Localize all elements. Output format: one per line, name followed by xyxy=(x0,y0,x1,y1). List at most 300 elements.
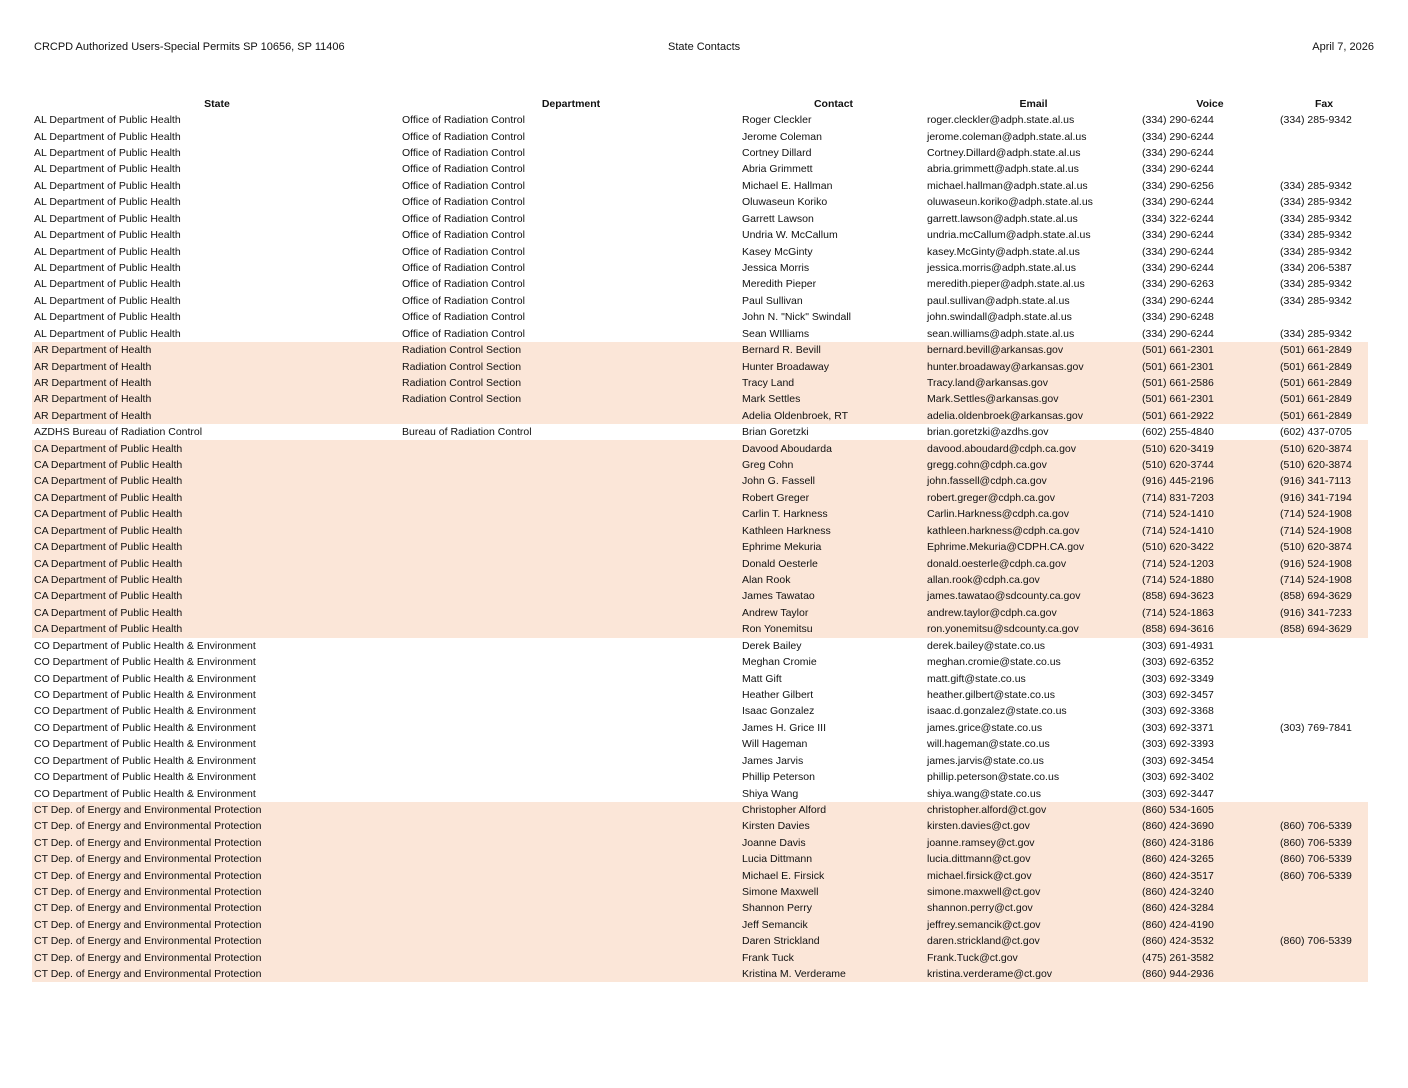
fax-cell: (714) 524-1908 xyxy=(1278,523,1368,539)
email-cell: phillip.peterson@state.co.us xyxy=(927,771,1060,784)
department-cell xyxy=(400,670,740,686)
fax-cell: (334) 285-9342 xyxy=(1280,278,1352,291)
contact-cell: Ephrime Mekuria xyxy=(740,539,925,555)
fax-cell: (916) 524-1908 xyxy=(1278,555,1368,571)
voice-cell: (860) 424-3265 xyxy=(1140,851,1278,867)
state-cell: CA Department of Public Health xyxy=(32,523,400,539)
department-cell: Radiation Control Section xyxy=(400,342,740,358)
contact-cell: Ron Yonemitsu xyxy=(740,621,925,637)
department-cell: Office of Radiation Control xyxy=(402,294,525,307)
column-header-contact: Contact xyxy=(813,98,854,110)
voice-cell: (303) 691-4931 xyxy=(1142,639,1214,652)
voice-cell: (334) 290-6244 xyxy=(1142,114,1214,127)
voice-cell: (334) 290-6244 xyxy=(1142,196,1214,209)
document-title: CRCPD Authorized Users-Special Permits SP 10656, SP 11406 xyxy=(34,41,345,53)
voice-cell: (602) 255-4840 xyxy=(1142,426,1214,439)
state-cell: CO Department of Public Health & Environment xyxy=(34,639,256,652)
department-cell: Radiation Control Section xyxy=(400,358,740,374)
contact-cell: Isaac Gonzalez xyxy=(742,705,815,718)
table-row xyxy=(32,227,1368,243)
department-cell xyxy=(400,506,740,522)
state-cell: AL Department of Public Health xyxy=(34,114,181,127)
table-row xyxy=(32,818,1368,834)
contact-cell: Jeff Semancik xyxy=(740,917,925,933)
state-cell: CA Department of Public Health xyxy=(32,572,400,588)
contact-cell: Lucia Dittmann xyxy=(740,851,925,867)
contact-cell: Jerome Coleman xyxy=(742,130,822,143)
table-row xyxy=(32,473,1368,489)
fax-cell xyxy=(1278,802,1368,818)
department-cell xyxy=(400,900,740,916)
email-cell: brian.goretzki@azdhs.gov xyxy=(927,426,1049,439)
table-row xyxy=(32,654,1368,670)
voice-cell: (303) 692-3368 xyxy=(1142,705,1214,718)
state-cell: CT Dep. of Energy and Environmental Protection xyxy=(32,884,400,900)
state-cell: AR Department of Health xyxy=(32,391,400,407)
voice-cell: (860) 424-3517 xyxy=(1140,867,1278,883)
voice-cell: (714) 524-1410 xyxy=(1140,523,1278,539)
state-cell: CO Department of Public Health & Environment xyxy=(34,705,256,718)
contact-cell: Donald Oesterle xyxy=(740,555,925,571)
contact-cell: Andrew Taylor xyxy=(740,605,925,621)
table-row xyxy=(32,457,1368,473)
state-cell: AR Department of Health xyxy=(32,375,400,391)
voice-cell: (501) 661-2301 xyxy=(1140,391,1278,407)
fax-cell: (334) 285-9342 xyxy=(1280,229,1352,242)
email-cell: bernard.bevill@arkansas.gov xyxy=(925,342,1140,358)
state-cell: AL Department of Public Health xyxy=(34,262,181,274)
department-cell xyxy=(400,621,740,637)
table-row xyxy=(32,211,1368,227)
state-cell: CT Dep. of Energy and Environmental Protection xyxy=(32,802,400,818)
fax-cell: (501) 661-2849 xyxy=(1278,342,1368,358)
column-header-department: Department xyxy=(541,98,601,110)
contact-cell: Christopher Alford xyxy=(740,802,925,818)
email-cell: Mark.Settles@arkansas.gov xyxy=(925,391,1140,407)
department-cell: Office of Radiation Control xyxy=(402,130,525,143)
department-cell xyxy=(400,933,740,949)
table-row xyxy=(32,276,1368,292)
contact-cell: Heather Gilbert xyxy=(742,688,814,701)
voice-cell: (334) 290-6248 xyxy=(1142,311,1214,324)
table-row xyxy=(32,752,1368,768)
email-cell: jeffrey.semancik@ct.gov xyxy=(925,917,1140,933)
voice-cell: (714) 831-7203 xyxy=(1140,490,1278,506)
contact-cell: Davood Aboudarda xyxy=(740,440,925,456)
email-cell: paul.sullivan@adph.state.al.us xyxy=(927,294,1070,307)
voice-cell: (303) 692-3393 xyxy=(1142,738,1214,751)
state-cell: CO Department of Public Health & Environment xyxy=(34,721,256,734)
state-cell: CA Department of Public Health xyxy=(32,588,400,604)
table-row xyxy=(32,917,1368,933)
department-cell xyxy=(400,950,740,966)
state-cell: AL Department of Public Health xyxy=(34,278,181,291)
voice-cell: (860) 424-3284 xyxy=(1140,900,1278,916)
email-cell: kirsten.davies@ct.gov xyxy=(925,818,1140,834)
state-cell: AR Department of Health xyxy=(32,342,400,358)
voice-cell: (334) 290-6244 xyxy=(1142,229,1214,242)
department-cell xyxy=(400,720,740,736)
contact-cell: Roger Cleckler xyxy=(742,114,812,127)
state-cell: CA Department of Public Health xyxy=(32,457,400,473)
contact-cell: Daren Strickland xyxy=(740,933,925,949)
fax-cell: (501) 661-2849 xyxy=(1278,358,1368,374)
contact-cell: Shannon Perry xyxy=(740,900,925,916)
email-cell: simone.maxwell@ct.gov xyxy=(925,884,1140,900)
fax-cell: (334) 285-9342 xyxy=(1280,294,1352,307)
email-cell: shiya.wang@state.co.us xyxy=(927,787,1041,800)
fax-cell xyxy=(1278,966,1368,982)
contact-cell: Brian Goretzki xyxy=(742,426,809,439)
table-row xyxy=(32,802,1368,818)
table-row xyxy=(32,555,1368,571)
email-cell: daren.strickland@ct.gov xyxy=(925,933,1140,949)
table-row xyxy=(32,112,1368,128)
fax-cell: (510) 620-3874 xyxy=(1278,539,1368,555)
state-cell: AL Department of Public Health xyxy=(34,130,181,143)
state-cell: AZDHS Bureau of Radiation Control xyxy=(34,426,203,439)
table-row xyxy=(32,490,1368,506)
state-cell: CT Dep. of Energy and Environmental Protection xyxy=(32,900,400,916)
contact-cell: Garrett Lawson xyxy=(742,212,814,225)
email-cell: Ephrime.Mekuria@CDPH.CA.gov xyxy=(925,539,1140,555)
state-cell: AL Department of Public Health xyxy=(34,327,181,340)
department-cell xyxy=(400,457,740,473)
state-cell: AL Department of Public Health xyxy=(34,311,181,324)
table-row xyxy=(32,933,1368,949)
fax-cell: (501) 661-2849 xyxy=(1278,391,1368,407)
state-cell: CO Department of Public Health & Environment xyxy=(34,787,256,800)
table-row xyxy=(32,506,1368,522)
table-row xyxy=(32,161,1368,177)
email-cell: will.hageman@state.co.us xyxy=(927,738,1050,751)
department-cell: Office of Radiation Control xyxy=(402,245,525,258)
email-cell: Tracy.land@arkansas.gov xyxy=(925,375,1140,391)
voice-cell: (510) 620-3419 xyxy=(1140,440,1278,456)
document-subtitle: State Contacts xyxy=(668,41,741,53)
state-cell: CA Department of Public Health xyxy=(32,490,400,506)
state-cell: CT Dep. of Energy and Environmental Protection xyxy=(32,917,400,933)
contact-cell: John N. "Nick" Swindall xyxy=(742,311,851,324)
email-cell: robert.greger@cdph.ca.gov xyxy=(925,490,1140,506)
department-cell: Office of Radiation Control xyxy=(402,311,525,324)
email-cell: lucia.dittmann@ct.gov xyxy=(925,851,1140,867)
department-cell xyxy=(400,802,740,818)
fax-cell xyxy=(1278,309,1368,325)
email-cell: james.tawatao@sdcounty.ca.gov xyxy=(925,588,1140,604)
table-row xyxy=(32,621,1368,637)
fax-cell xyxy=(1278,670,1368,686)
contact-cell: Alan Rook xyxy=(740,572,925,588)
state-cell: AL Department of Public Health xyxy=(34,147,181,160)
state-cell: AL Department of Public Health xyxy=(34,229,181,242)
email-cell: hunter.broadaway@arkansas.gov xyxy=(925,358,1140,374)
fax-cell: (858) 694-3629 xyxy=(1278,621,1368,637)
state-cell: AL Department of Public Health xyxy=(34,245,181,258)
table-row xyxy=(32,293,1368,309)
fax-cell: (334) 285-9342 xyxy=(1280,179,1352,192)
table-row xyxy=(32,375,1368,391)
department-cell xyxy=(400,605,740,621)
email-cell: kathleen.harkness@cdph.ca.gov xyxy=(925,523,1140,539)
table-row xyxy=(32,769,1368,785)
voice-cell: (714) 524-1410 xyxy=(1140,506,1278,522)
voice-cell: (714) 524-1203 xyxy=(1140,555,1278,571)
fax-cell: (860) 706-5339 xyxy=(1278,867,1368,883)
fax-cell xyxy=(1278,654,1368,670)
table-row xyxy=(32,539,1368,555)
email-cell: meghan.cromie@state.co.us xyxy=(927,656,1061,669)
contact-cell: Will Hageman xyxy=(742,738,808,751)
table-header-row xyxy=(32,96,1368,112)
state-cell: AL Department of Public Health xyxy=(34,179,181,192)
fax-cell: (501) 661-2849 xyxy=(1278,408,1368,424)
email-cell: joanne.ramsey@ct.gov xyxy=(925,835,1140,851)
department-cell xyxy=(400,440,740,456)
fax-cell xyxy=(1278,736,1368,752)
fax-cell: (303) 769-7841 xyxy=(1280,721,1352,734)
fax-cell xyxy=(1278,638,1368,654)
department-cell: Office of Radiation Control xyxy=(402,196,525,209)
department-cell xyxy=(400,818,740,834)
contact-cell: Mark Settles xyxy=(740,391,925,407)
voice-cell: (334) 290-6244 xyxy=(1142,294,1214,307)
department-cell xyxy=(400,785,740,801)
email-cell: donald.oesterle@cdph.ca.gov xyxy=(925,555,1140,571)
voice-cell: (334) 290-6244 xyxy=(1142,327,1214,340)
fax-cell xyxy=(1278,785,1368,801)
contact-cell: James Tawatao xyxy=(740,588,925,604)
fax-cell: (714) 524-1908 xyxy=(1278,572,1368,588)
fax-cell: (714) 524-1908 xyxy=(1278,506,1368,522)
contact-cell: Abria Grimmett xyxy=(742,163,813,176)
fax-cell xyxy=(1278,145,1368,161)
department-cell xyxy=(400,752,740,768)
fax-cell: (334) 285-9342 xyxy=(1280,114,1352,127)
state-cell: AR Department of Health xyxy=(32,408,400,424)
email-cell: andrew.taylor@cdph.ca.gov xyxy=(925,605,1140,621)
department-cell: Office of Radiation Control xyxy=(402,114,525,127)
fax-cell xyxy=(1278,687,1368,703)
contact-cell: Tracy Land xyxy=(740,375,925,391)
email-cell: meredith.pieper@adph.state.al.us xyxy=(927,278,1085,291)
voice-cell: (303) 692-3454 xyxy=(1142,754,1214,767)
voice-cell: (501) 661-2301 xyxy=(1140,342,1278,358)
email-cell: james.jarvis@state.co.us xyxy=(927,754,1044,767)
department-cell xyxy=(400,572,740,588)
email-cell: roger.cleckler@adph.state.al.us xyxy=(927,114,1075,127)
table-row xyxy=(32,605,1368,621)
contact-cell: Jessica Morris xyxy=(742,262,810,274)
department-cell: Office of Radiation Control xyxy=(402,212,525,225)
email-cell: abria.grimmett@adph.state.al.us xyxy=(927,163,1079,176)
fax-cell xyxy=(1278,769,1368,785)
fax-cell: (860) 706-5339 xyxy=(1278,818,1368,834)
contact-cell: Undria W. McCallum xyxy=(742,229,838,242)
email-cell: Frank.Tuck@ct.gov xyxy=(925,950,1140,966)
voice-cell: (303) 692-3457 xyxy=(1142,688,1214,701)
state-cell: CT Dep. of Energy and Environmental Protection xyxy=(32,818,400,834)
contact-cell: Kristina M. Verderame xyxy=(740,966,925,982)
email-cell: Cortney.Dillard@adph.state.al.us xyxy=(927,147,1081,160)
table-row xyxy=(32,588,1368,604)
department-cell: Office of Radiation Control xyxy=(402,179,525,192)
state-cell: CA Department of Public Health xyxy=(32,506,400,522)
contact-cell: Derek Bailey xyxy=(742,639,802,652)
column-header-fax: Fax xyxy=(1314,98,1334,110)
state-cell: CA Department of Public Health xyxy=(32,539,400,555)
contact-cell: Paul Sullivan xyxy=(742,294,803,307)
voice-cell: (860) 424-3240 xyxy=(1140,884,1278,900)
department-cell: Office of Radiation Control xyxy=(402,278,525,291)
fax-cell xyxy=(1278,703,1368,719)
contact-cell: Frank Tuck xyxy=(740,950,925,966)
voice-cell: (334) 290-6244 xyxy=(1142,262,1214,274)
state-cell: CA Department of Public Health xyxy=(32,473,400,489)
voice-cell: (475) 261-3582 xyxy=(1140,950,1278,966)
state-cell: CO Department of Public Health & Environment xyxy=(34,738,256,751)
table-row xyxy=(32,243,1368,259)
column-header-email: Email xyxy=(1019,98,1048,110)
state-cell: CT Dep. of Energy and Environmental Protection xyxy=(32,835,400,851)
department-cell xyxy=(400,490,740,506)
voice-cell: (916) 445-2196 xyxy=(1140,473,1278,489)
fax-cell xyxy=(1278,917,1368,933)
department-cell: Office of Radiation Control xyxy=(402,163,525,176)
email-cell: kasey.McGinty@adph.state.al.us xyxy=(927,245,1080,258)
table-row xyxy=(32,523,1368,539)
state-cell: CA Department of Public Health xyxy=(32,605,400,621)
fax-cell: (916) 341-7194 xyxy=(1278,490,1368,506)
table-row xyxy=(32,736,1368,752)
contact-cell: Sean WIlliams xyxy=(742,327,810,340)
contact-cell: Michael E. Firsick xyxy=(740,867,925,883)
voice-cell: (303) 692-3402 xyxy=(1142,771,1214,784)
fax-cell: (510) 620-3874 xyxy=(1278,440,1368,456)
state-cell: CA Department of Public Health xyxy=(32,621,400,637)
state-cell: AL Department of Public Health xyxy=(34,212,181,225)
contact-cell: Phillip Peterson xyxy=(742,771,815,784)
department-cell xyxy=(400,408,740,424)
email-cell: jessica.morris@adph.state.al.us xyxy=(927,262,1076,274)
state-cell: CO Department of Public Health & Environment xyxy=(34,672,256,685)
table-row xyxy=(32,325,1368,341)
department-cell xyxy=(400,588,740,604)
department-cell xyxy=(400,473,740,489)
voice-cell: (303) 692-3349 xyxy=(1142,672,1214,685)
voice-cell: (860) 424-4190 xyxy=(1140,917,1278,933)
fax-cell: (334) 285-9342 xyxy=(1280,327,1352,340)
fax-cell: (334) 206-5387 xyxy=(1280,262,1352,274)
email-cell: allan.rook@cdph.ca.gov xyxy=(925,572,1140,588)
department-cell xyxy=(400,851,740,867)
voice-cell: (510) 620-3422 xyxy=(1140,539,1278,555)
contact-cell: James Jarvis xyxy=(742,754,804,767)
contact-cell: Cortney Dillard xyxy=(742,147,812,160)
department-cell xyxy=(400,867,740,883)
state-cell: CT Dep. of Energy and Environmental Protection xyxy=(32,950,400,966)
table-row xyxy=(32,687,1368,703)
voice-cell: (334) 290-6244 xyxy=(1142,147,1214,160)
department-cell: Office of Radiation Control xyxy=(402,327,525,340)
contact-cell: Robert Greger xyxy=(740,490,925,506)
contacts-table xyxy=(32,96,1368,982)
fax-cell xyxy=(1278,752,1368,768)
fax-cell: (334) 285-9342 xyxy=(1280,245,1352,258)
table-row xyxy=(32,785,1368,801)
voice-cell: (510) 620-3744 xyxy=(1140,457,1278,473)
department-cell xyxy=(400,687,740,703)
contact-cell: Greg Cohn xyxy=(740,457,925,473)
table-row xyxy=(32,966,1368,982)
table-row xyxy=(32,145,1368,161)
contact-cell: Michael E. Hallman xyxy=(742,179,833,192)
department-cell xyxy=(400,835,740,851)
contact-cell: Simone Maxwell xyxy=(740,884,925,900)
fax-cell xyxy=(1278,161,1368,177)
email-cell: garrett.lawson@adph.state.al.us xyxy=(927,212,1078,225)
contact-cell: Bernard R. Bevill xyxy=(740,342,925,358)
email-cell: jerome.coleman@adph.state.al.us xyxy=(927,130,1087,143)
contact-cell: Kasey McGinty xyxy=(742,245,813,258)
email-cell: heather.gilbert@state.co.us xyxy=(927,688,1055,701)
email-cell: michael.firsick@ct.gov xyxy=(925,867,1140,883)
email-cell: isaac.d.gonzalez@state.co.us xyxy=(927,705,1067,718)
fax-cell: (510) 620-3874 xyxy=(1278,457,1368,473)
email-cell: davood.aboudard@cdph.ca.gov xyxy=(925,440,1140,456)
contact-cell: Carlin T. Harkness xyxy=(740,506,925,522)
contact-cell: Meredith Pieper xyxy=(742,278,817,291)
table-row xyxy=(32,178,1368,194)
email-cell: gregg.cohn@cdph.ca.gov xyxy=(925,457,1140,473)
voice-cell: (334) 290-6244 xyxy=(1142,130,1214,143)
table-row xyxy=(32,128,1368,144)
state-cell: CO Department of Public Health & Environment xyxy=(34,771,256,784)
contact-cell: Joanne Davis xyxy=(740,835,925,851)
department-cell: Radiation Control Section xyxy=(400,391,740,407)
table-row xyxy=(32,342,1368,358)
email-cell: undria.mcCallum@adph.state.al.us xyxy=(927,229,1091,242)
state-cell: AL Department of Public Health xyxy=(34,163,181,176)
table-row xyxy=(32,867,1368,883)
email-cell: shannon.perry@ct.gov xyxy=(925,900,1140,916)
department-cell xyxy=(400,523,740,539)
fax-cell: (860) 706-5339 xyxy=(1278,851,1368,867)
department-cell xyxy=(400,917,740,933)
state-cell: CT Dep. of Energy and Environmental Protection xyxy=(32,867,400,883)
voice-cell: (860) 534-1605 xyxy=(1140,802,1278,818)
fax-cell xyxy=(1278,884,1368,900)
state-cell: CT Dep. of Energy and Environmental Protection xyxy=(32,966,400,982)
email-cell: adelia.oldenbroek@arkansas.gov xyxy=(925,408,1140,424)
table-row xyxy=(32,950,1368,966)
table-row xyxy=(32,260,1368,276)
state-cell: CT Dep. of Energy and Environmental Protection xyxy=(32,851,400,867)
table-row xyxy=(32,440,1368,456)
state-cell: CT Dep. of Energy and Environmental Protection xyxy=(32,933,400,949)
state-cell: AL Department of Public Health xyxy=(34,196,181,209)
contact-cell: Adelia Oldenbroek, RT xyxy=(740,408,925,424)
table-row xyxy=(32,358,1368,374)
table-row xyxy=(32,851,1368,867)
email-cell: sean.williams@adph.state.al.us xyxy=(927,327,1075,340)
fax-cell: (858) 694-3629 xyxy=(1278,588,1368,604)
table-row xyxy=(32,720,1368,736)
email-cell: john.swindall@adph.state.al.us xyxy=(927,311,1072,324)
state-cell: CO Department of Public Health & Environment xyxy=(34,754,256,767)
voice-cell: (860) 424-3690 xyxy=(1140,818,1278,834)
voice-cell: (860) 424-3532 xyxy=(1140,933,1278,949)
